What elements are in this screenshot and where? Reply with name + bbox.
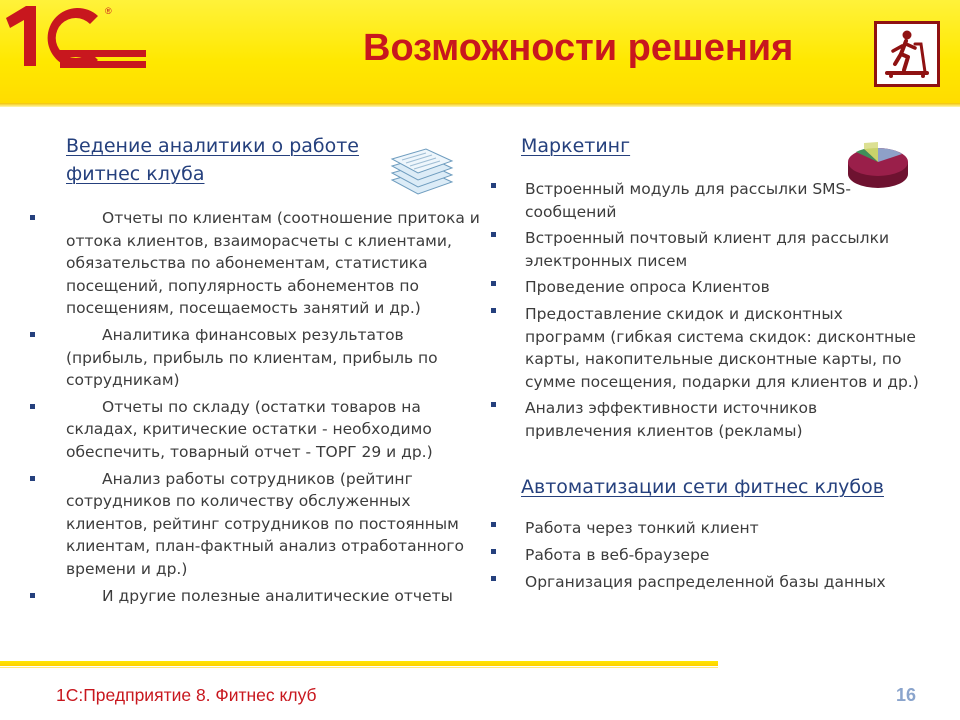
analytics-heading: Ведение аналитики о работе фитнес клуба <box>66 135 359 185</box>
list-item-text: Предоставление скидок и дисконтных программ (гибкая система скидок: дисконтные карты, накопительные дисконтные карты, по сумме посещения, подарки для клиентов и др.) <box>525 304 919 391</box>
list-item-text: Анализ эффективности источников привлечения клиентов (рекламы) <box>525 399 818 440</box>
bullet-icon <box>491 183 496 188</box>
document-stack-icon <box>386 140 458 198</box>
pie-chart-3d-icon <box>842 140 914 192</box>
list-item <box>525 517 927 540</box>
list-item <box>525 227 927 272</box>
brand-logo-icon <box>2 2 152 74</box>
bullet-icon <box>491 308 496 313</box>
list-item-text: Работа через тонкий клиент <box>525 518 759 537</box>
marketing-list <box>487 178 927 443</box>
bullet-icon <box>491 522 496 527</box>
list-item-text: Аналитика финансовых результатов (прибыль, прибыль по клиентам, прибыль по сотрудникам) <box>66 325 438 390</box>
list-item-text: Отчеты по клиентам (соотношение притока и оттока клиентов, взаиморасчеты с клиентами, обязательства по абонементам, статистика посещений, популярность абонементов по посещениям, посещаемость занятий и др.) <box>66 209 480 318</box>
treadmill-runner-icon <box>874 21 940 87</box>
footer-divider-highlight <box>0 667 718 668</box>
list-item <box>66 585 481 608</box>
list-item <box>525 544 927 567</box>
list-item-text: Проведение опроса Клиентов <box>525 278 770 297</box>
list-item-text: Работа в веб-браузере <box>525 545 710 564</box>
list-item-text: Встроенный модуль для рассылки SMS-сообщений <box>525 180 851 221</box>
marketing-heading: Маркетинг <box>521 135 631 157</box>
bullet-icon <box>30 332 35 337</box>
list-item-text: Анализ работы сотрудников (рейтинг сотрудников по количеству обслуженных клиентов, рейтинг сотрудников по постоянным клиентам, план-фактный анализ отработанного времени и др.) <box>66 469 464 578</box>
list-item-text: Встроенный почтовый клиент для рассылки электронных писем <box>525 229 890 270</box>
list-item-text: Отчеты по складу (остатки товаров на складах, критические остатки - необходимо обеспечить, товарный отчет - ТОРГ 29 и др.) <box>66 397 433 461</box>
list-item-text: И другие полезные аналитические отчеты <box>102 586 453 605</box>
list-item <box>525 571 927 594</box>
bullet-icon <box>30 404 35 409</box>
list-item <box>525 303 927 393</box>
brand-logo <box>2 2 152 74</box>
bullet-icon <box>30 215 35 220</box>
bullet-icon <box>30 593 35 598</box>
analytics-section <box>66 132 481 611</box>
list-item <box>66 396 481 464</box>
registered-mark: ® <box>105 6 112 16</box>
bullet-icon <box>491 549 496 554</box>
bullet-icon <box>491 232 496 237</box>
slide-title: Возможности решения <box>363 27 794 69</box>
list-item <box>66 468 481 581</box>
list-item <box>66 207 481 320</box>
header-divider <box>0 103 960 107</box>
footer-divider <box>0 661 718 666</box>
bullet-icon <box>491 576 496 581</box>
bullet-icon <box>30 476 35 481</box>
analytics-list <box>66 207 481 607</box>
page-number: 16 <box>896 685 917 705</box>
bullet-icon <box>491 281 496 286</box>
right-column <box>487 132 927 598</box>
list-item <box>66 324 481 392</box>
list-item <box>525 397 927 442</box>
automation-heading: Автоматизации сети фитнес клубов <box>521 475 884 498</box>
product-name: 1С:Предприятие 8. Фитнес клуб <box>56 685 317 705</box>
list-item-text: Организация распределенной базы данных <box>525 572 886 591</box>
automation-list <box>487 517 927 594</box>
bullet-icon <box>491 402 496 407</box>
list-item <box>525 276 927 299</box>
